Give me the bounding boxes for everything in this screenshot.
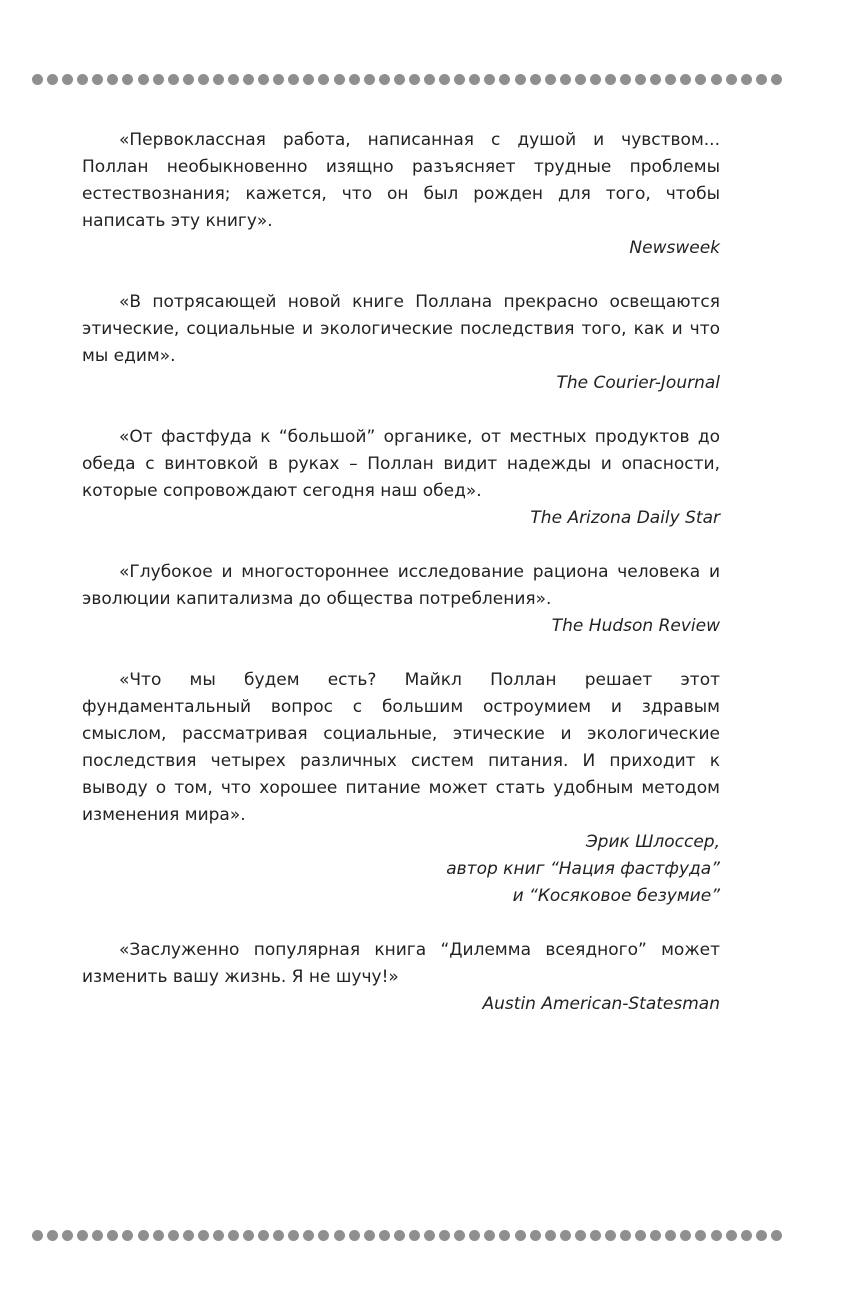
border-dot [575,1230,586,1241]
border-dot [122,1230,133,1241]
quote-source [82,235,720,262]
border-dot [484,1230,495,1241]
quote-block [82,127,720,262]
praise-quotes [82,127,720,1018]
border-dot [409,74,420,85]
border-dot [92,1230,103,1241]
border-dot [138,1230,149,1241]
border-dot [107,1230,118,1241]
border-dot [77,74,88,85]
border-dot [756,74,767,85]
border-dot [394,74,405,85]
border-dot [198,1230,209,1241]
quote-source [82,370,720,397]
border-dot [515,74,526,85]
quote-text: «Глубокое и многостороннее исследование рациона человека и эволюции капитализма до общества потребления». [82,562,720,609]
border-dot [92,74,103,85]
border-dot [318,1230,329,1241]
border-dot [62,1230,73,1241]
border-dot [379,1230,390,1241]
border-dot [394,1230,405,1241]
border-dot [560,74,571,85]
border-dot [499,74,510,85]
quote-text: «Что мы будем есть? Майкл Поллан решает этот фундаментальный вопрос с большим остроумием и здравым смыслом, рассматривая социальные, этические и экологические последствия четырех различных систем питания. И приходит к выводу о том, что хорошее питание может стать удобным методом изменения мира». [82,670,720,825]
border-dot [273,1230,284,1241]
border-dot [665,74,676,85]
border-dot [153,1230,164,1241]
source-line: Austin American-Statesman [482,994,720,1014]
border-dot [484,74,495,85]
border-dot [575,74,586,85]
border-dot [680,1230,691,1241]
source-line: и “Косяковое безумие” [512,886,720,906]
border-dot [349,74,360,85]
border-dot [228,74,239,85]
source-line: The Arizona Daily Star [530,508,720,528]
border-dot [198,74,209,85]
quote-source [82,991,720,1018]
quote-text: «От фастфуда к “большой” органике, от местных продуктов до обеда с винтовкой в руках – Поллан видит надежды и опасности, которые сопровождают сегодня наш обед». [82,427,720,501]
border-dot [620,74,631,85]
border-dot [530,74,541,85]
border-dot [756,1230,767,1241]
border-dot [243,74,254,85]
border-dot [258,74,269,85]
border-dot [303,74,314,85]
border-dot [334,74,345,85]
border-dot [741,74,752,85]
border-dot [213,1230,224,1241]
border-dot [258,1230,269,1241]
source-line: The Hudson Review [551,616,720,636]
border-dot [288,1230,299,1241]
border-dot [469,1230,480,1241]
quote-block [82,667,720,910]
border-dot [605,1230,616,1241]
border-dot [364,74,375,85]
border-dot [439,74,450,85]
border-dot [228,1230,239,1241]
source-line: Эрик Шлоссер, [585,832,720,852]
border-dot [32,1230,43,1241]
source-line: The Courier-Journal [556,373,720,393]
border-dot [213,74,224,85]
border-dot [726,1230,737,1241]
border-dot [726,74,737,85]
border-dot [711,1230,722,1241]
border-dot [499,1230,510,1241]
border-dot [545,1230,556,1241]
border-dot [515,1230,526,1241]
border-dot [560,1230,571,1241]
border-dot [650,1230,661,1241]
border-dot [741,1230,752,1241]
border-dot [303,1230,314,1241]
border-dot [349,1230,360,1241]
border-dot [288,74,299,85]
border-dot [665,1230,676,1241]
border-dot [153,74,164,85]
quote-block [82,289,720,397]
source-line: Newsweek [629,238,720,258]
border-dot [469,74,480,85]
border-dot [711,74,722,85]
top-dotted-border [32,72,782,86]
border-dot [454,1230,465,1241]
border-dot [695,1230,706,1241]
border-dot [590,1230,601,1241]
quote-source [82,505,720,532]
border-dot [771,74,782,85]
border-dot [62,74,73,85]
border-dot [168,1230,179,1241]
border-dot [138,74,149,85]
quote-text: «Заслуженно популярная книга “Дилемма всеядного” может изменить вашу жизнь. Я не шучу!» [82,940,720,987]
border-dot [183,1230,194,1241]
bottom-dotted-border [32,1228,782,1242]
quote-block [82,559,720,640]
border-dot [32,74,43,85]
border-dot [77,1230,88,1241]
border-dot [273,74,284,85]
quote-source [82,613,720,640]
border-dot [635,74,646,85]
border-dot [47,74,58,85]
quote-text: «Первоклассная работа, написанная с душой и чувством... Поллан необыкновенно изящно разъясняет трудные проблемы естествознания; кажется, что он был рожден для того, чтобы написать эту книгу». [82,130,720,231]
border-dot [47,1230,58,1241]
border-dot [545,74,556,85]
border-dot [771,1230,782,1241]
border-dot [107,74,118,85]
border-dot [424,74,435,85]
quote-block [82,937,720,1018]
border-dot [318,74,329,85]
border-dot [605,74,616,85]
border-dot [334,1230,345,1241]
border-dot [454,74,465,85]
border-dot [122,74,133,85]
quote-block [82,424,720,532]
border-dot [379,74,390,85]
quote-text: «В потрясающей новой книге Поллана прекрасно освещаются этические, социальные и экологические последствия того, как и что мы едим». [82,292,720,366]
border-dot [620,1230,631,1241]
source-line: автор книг “Нация фастфуда” [446,859,720,879]
border-dot [243,1230,254,1241]
border-dot [680,74,691,85]
border-dot [695,74,706,85]
border-dot [364,1230,375,1241]
border-dot [590,74,601,85]
border-dot [409,1230,420,1241]
quote-source [82,829,720,910]
border-dot [168,74,179,85]
border-dot [530,1230,541,1241]
border-dot [424,1230,435,1241]
border-dot [439,1230,450,1241]
border-dot [183,74,194,85]
border-dot [635,1230,646,1241]
border-dot [650,74,661,85]
